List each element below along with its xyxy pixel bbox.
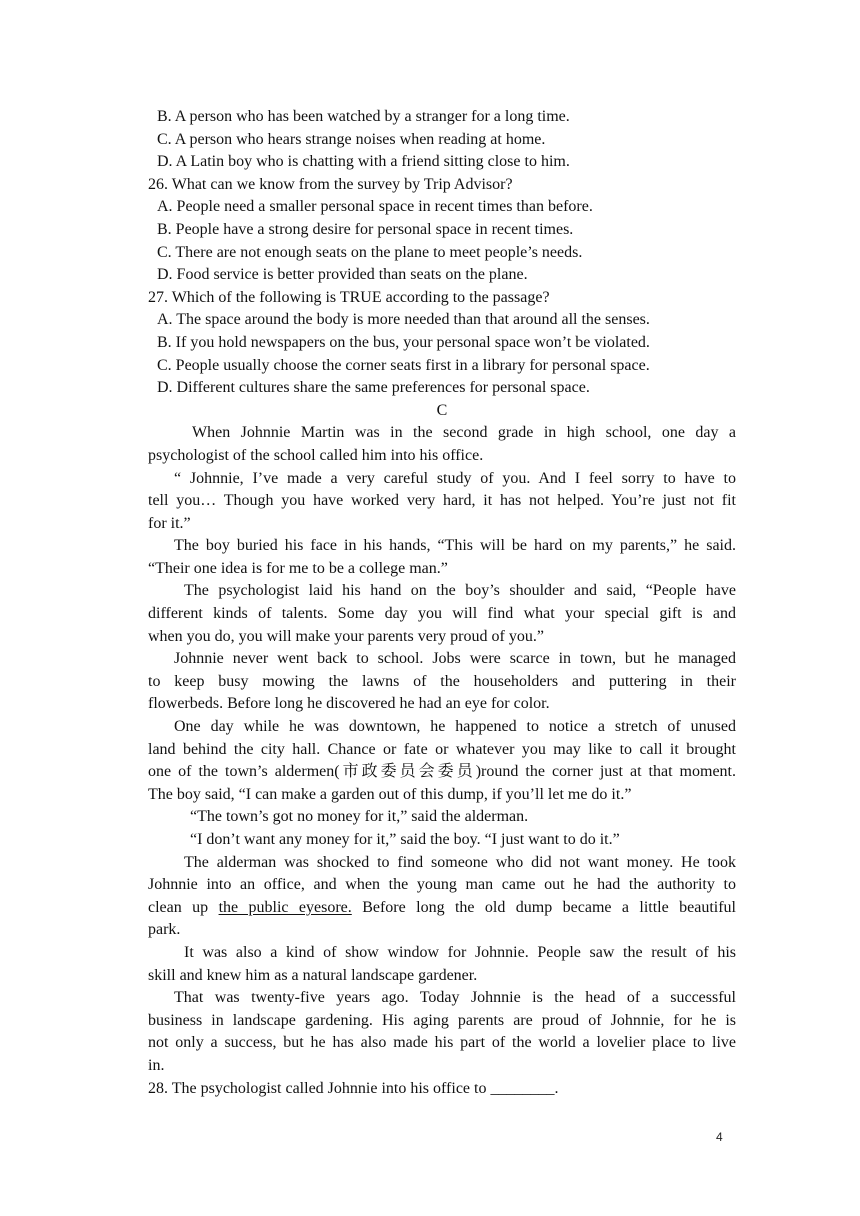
underlined-phrase: the public eyesore. [218,898,352,916]
passage-line: when you do, you will make your parents very proud of you.” [148,627,544,645]
q28-stem: 28. The psychologist called Johnnie into his office to ________. [148,1079,559,1097]
passage-text: clean up [148,898,219,916]
passage-line: “ Johnnie, I’ve made a very careful study of you. And I feel sorry to have to [174,469,736,487]
passage-line: The psychologist laid his hand on the boy’s shoulder and said, “People have [184,582,736,600]
passage-line: Johnnie into an office, and when the young man came out he had the authority to [148,876,736,894]
section-label: C [436,401,448,419]
q27-option-b: B. If you hold newspapers on the bus, your personal space won’t be violated. [157,333,650,351]
passage-line: When Johnnie Martin was in the second grade in high school, one day a [192,424,736,442]
passage-line: psychologist of the school called him into his office. [148,446,484,464]
q27-option-a: A. The space around the body is more needed than that around all the senses. [157,311,650,329]
passage-line: not only a success, but he has also made his part of the world a lovelier place to live [148,1034,736,1052]
passage-line: It was also a kind of show window for Johnnie. People saw the result of his [184,943,736,961]
passage-line: That was twenty-five years ago. Today Johnnie is the head of a successful [174,989,736,1007]
passage-line: The boy said, “I can make a garden out of this dump, if you’ll let me do it.” [148,785,632,803]
q27-option-c: C. People usually choose the corner seats first in a library for personal space. [157,356,650,374]
q26-option-c: C. There are not enough seats on the plane to meet people’s needs. [157,243,583,261]
passage-line: “The town’s got no money for it,” said the alderman. [190,808,529,826]
q26-stem: 26. What can we know from the survey by Trip Advisor? [148,175,513,193]
passage-line: park. [148,921,181,939]
passage-line: tell you… Though you have worked very hard, it has not helped. You’re just not fit [148,492,736,510]
passage-line: skill and knew him as a natural landscape gardener. [148,966,478,984]
passage-line: one of the town’s aldermen(市政委员会委员)round the corner just at that moment. [148,763,736,781]
passage-line: “I don’t want any money for it,” said the boy. “I just want to do it.” [190,831,620,848]
q26-option-d: D. Food service is better provided than seats on the plane. [157,266,528,284]
q27-stem: 27. Which of the following is TRUE according to the passage? [148,288,550,306]
q27-option-d: D. Different cultures share the same preferences for personal space. [157,379,590,397]
passage-line: The alderman was shocked to find someone who did not want money. He took [184,853,736,871]
passage-line-with-underline [148,897,736,920]
passage-line: to keep busy mowing the lawns of the householders and puttering in their [148,672,736,690]
passage-line: One day while he was downtown, he happened to notice a stretch of unused [174,718,736,736]
q25-option-d: D. A Latin boy who is chatting with a friend sitting close to him. [157,153,570,171]
q25-option-b: B. A person who has been watched by a stranger for a long time. [157,108,570,125]
q26-option-a: A. People need a smaller personal space in recent times than before. [157,198,593,216]
passage-line: in. [148,1056,165,1074]
passage-line: business in landscape gardening. His aging parents are proud of Johnnie, for he is [148,1011,736,1029]
passage-line: flowerbeds. Before long he discovered he had an eye for color. [148,695,550,713]
q25-option-c: C. A person who hears strange noises when reading at home. [157,130,546,148]
passage-line: Johnnie never went back to school. Jobs were scarce in town, but he managed [174,650,736,668]
passage-text: Before long the old dump became a little beautiful [351,898,736,916]
passage-line: land behind the city hall. Chance or fate or whatever you may like to call it brought [148,740,736,758]
passage-line: “Their one idea is for me to be a college man.” [148,559,448,577]
document-page [148,106,736,1100]
q26-option-b: B. People have a strong desire for personal space in recent times. [157,220,574,238]
page-number: 4 [716,1130,723,1144]
passage-line: The boy buried his face in his hands, “This will be hard on my parents,” he said. [174,537,736,555]
passage-line: for it.” [148,514,191,532]
passage-line: different kinds of talents. Some day you will find what your special gift is and [148,605,736,623]
